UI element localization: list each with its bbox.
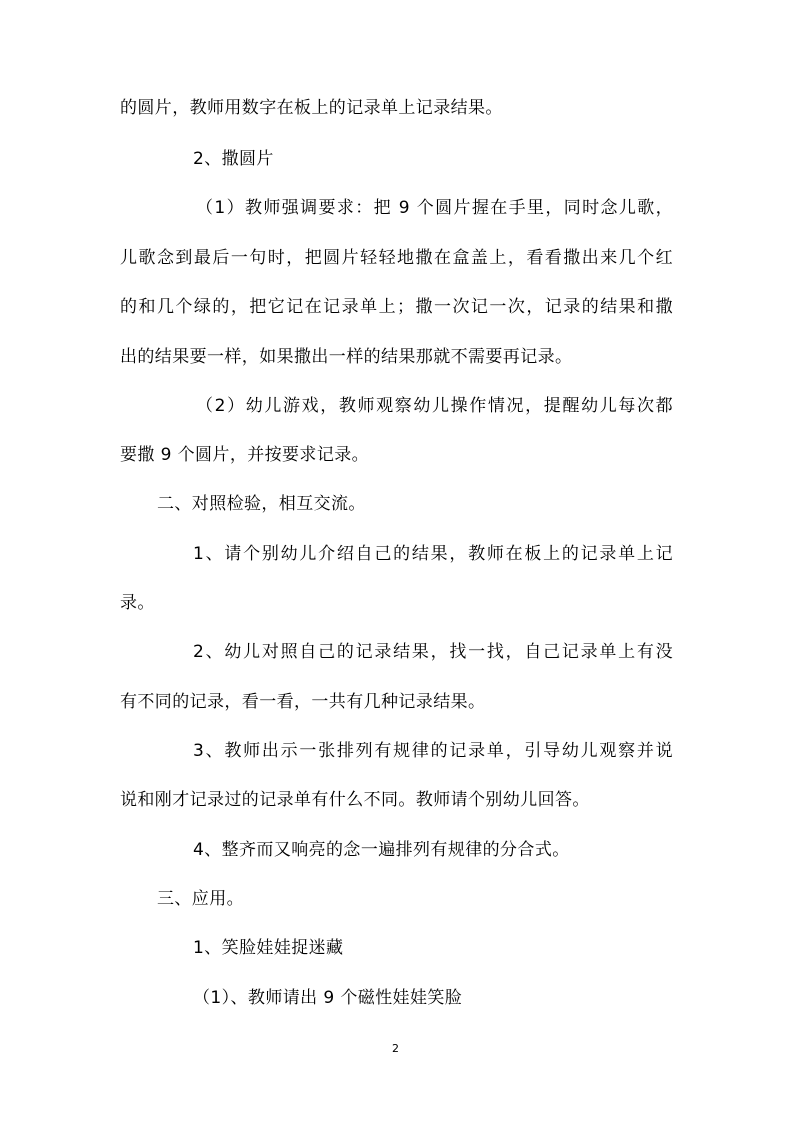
subheading-line: 2、撒圆片 — [193, 149, 274, 169]
text-line: 儿歌念到最后一句时，把圆片轻轻地撒在盒盖上，看看撒出来几个红 — [120, 248, 673, 268]
section-heading: 三、应用。 — [157, 889, 244, 909]
text-line: （2）幼儿游戏，教师观察幼儿操作情况，提醒幼儿每次都 — [196, 396, 673, 416]
text-line: 出的结果要一样，如果撒出一样的结果那就不需要再记录。 — [120, 347, 573, 367]
text-line: 的和几个绿的，把它记在记录单上；撒一次记一次，记录的结果和撒 — [120, 297, 673, 317]
text-line: （1）教师强调要求：把 9 个圆片握在手里，同时念儿歌， — [196, 198, 673, 218]
text-line: 要撒 9 个圆片，并按要求记录。 — [120, 445, 370, 465]
text-line: 录。 — [120, 593, 155, 613]
text-line: 有不同的记录，看一看，一共有几种记录结果。 — [120, 692, 486, 712]
text-line: 4、整齐而又响亮的念一遍排列有规律的分合式。 — [193, 840, 570, 860]
text-line: 2、幼儿对照自己的记录结果，找一找，自己记录单上有没 — [193, 642, 673, 662]
text-line: 的圆片，教师用数字在板上的记录单上记录结果。 — [120, 98, 503, 118]
text-line: （1）、教师请出 9 个磁性娃娃笑脸 — [193, 988, 463, 1008]
subheading-line: 1、笑脸娃娃捉迷藏 — [193, 938, 344, 958]
text-line: 说和刚才记录过的记录单有什么不同。教师请个别幼儿回答。 — [120, 790, 590, 810]
text-line: 1、请个别幼儿介绍自己的结果，教师在板上的记录单上记 — [193, 544, 673, 564]
page-number: 2 — [392, 1042, 399, 1055]
text-line: 3、教师出示一张排列有规律的记录单，引导幼儿观察并说 — [193, 741, 673, 761]
section-heading: 二、对照检验，相互交流。 — [157, 494, 366, 514]
